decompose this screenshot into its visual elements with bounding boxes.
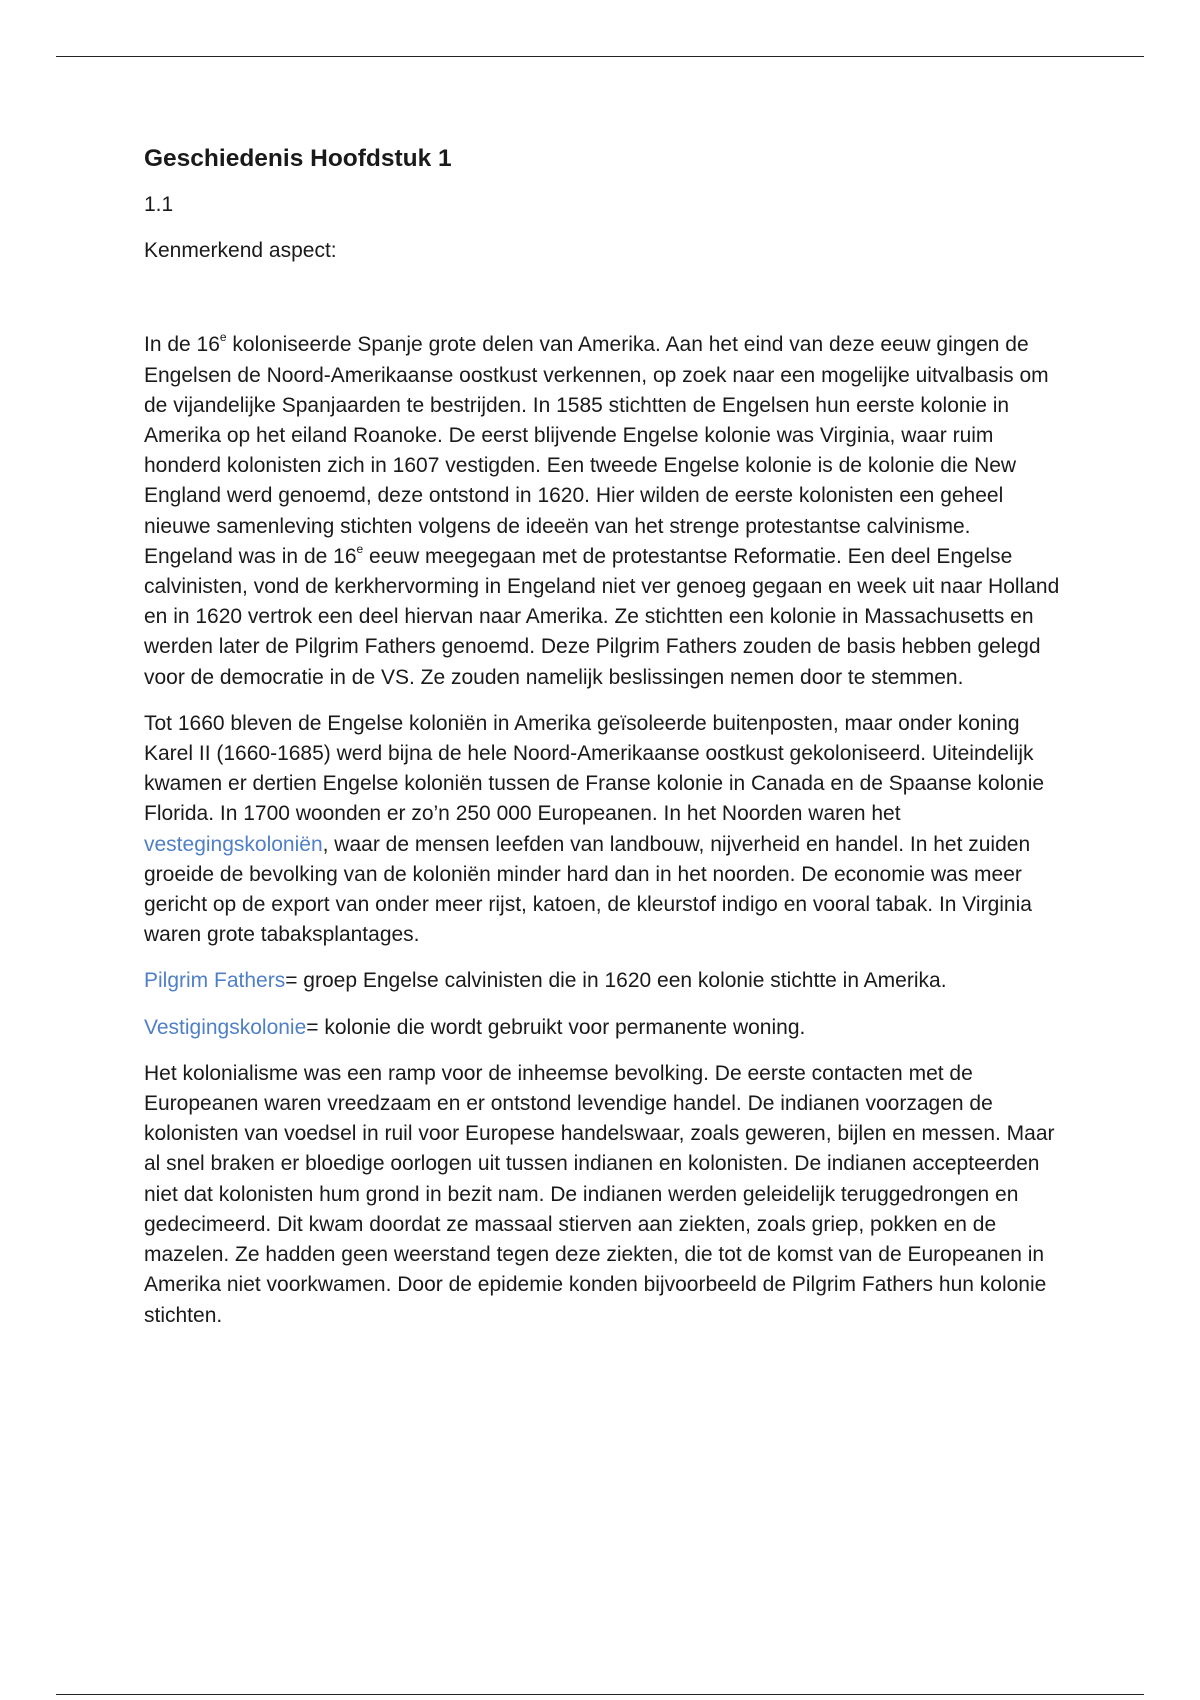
paragraph-text: , waar de mensen leefden van landbouw, nijverheid en handel. In het zuiden groeide de bevolking van de koloniën minder hard dan in het noorden. De economie was meer gericht op de export van onder meer rijst, katoen, de kleurstof indigo en vooral tabak. In Virginia waren grote tabaksplantages. [144, 832, 1032, 947]
page-title: Geschiedenis Hoofdstuk 1 [144, 145, 452, 172]
paragraph-text: koloniseerde Spanje grote delen van Amerika. Aan het eind van deze eeuw gingen de Engelsen de Noord-Amerikaanse oostkust verkennen, op zoek naar een mogelijke uitvalbasis om de vijandelijke Spanjaarden te bestrijden. In 1585 stichtten de Engelsen hun eerste kolonie in Amerika op het eiland Roanoke. De eerst blijvende Engelse kolonie was Virginia, waar ruim honderd kolonisten zich in 1607 vestigden. Een tweede Engelse kolonie is de kolonie die New England werd genoemd, deze ontstond in 1620. Hier wilden de eerste kolonisten een geheel nieuwe samenleving stichten volgens de ideeën van het strenge protestantse calvinisme. Engeland was in de 16 [144, 333, 1049, 568]
paragraph-text: In de 16 [144, 333, 220, 357]
term-link-pilgrim-fathers[interactable]: Pilgrim Fathers [144, 969, 286, 993]
document-body [144, 142, 1064, 1347]
paragraph-colonization [144, 330, 1064, 692]
aspect-label: Kenmerkend aspect: [144, 239, 337, 263]
superscript: e [356, 541, 364, 556]
definition-text: = kolonie die wordt gebruikt voor permanente woning. [306, 1015, 806, 1039]
term-link-vestigingskolonien[interactable]: vestegingskoloniën [144, 832, 323, 856]
paragraph-text: eeuw meegegaan met de protestantse Reformatie. Een deel Engelse calvinisten, vond de kerkhervorming in Engeland niet ver genoeg gegaan en week uit naar Holland en in 1620 vertrok een deel hiervan naar Amerika. Ze stichtten een kolonie in Massachusetts en werden later de Pilgrim Fathers genoemd. Deze Pilgrim Fathers zouden de basis hebben gelegd voor de democratie in de VS. Ze zouden namelijk beslissingen nemen door te stemmen. [144, 544, 1060, 689]
paragraph-thirteen-colonies [144, 709, 1064, 951]
section-number: 1.1 [144, 193, 174, 216]
superscript: e [219, 330, 227, 345]
paragraph-indigenous-impact: Het kolonialisme was een ramp voor de inheemse bevolking. De eerste contacten met de Europeanen waren vreedzaam en er ontstond levendige handel. De indianen voorzagen de kolonisten van voedsel in ruil voor Europese handelswaar, zoals geweren, bijlen en messen. Maar al snel braken er bloedige oorlogen uit tussen indianen en kolonisten. De indianen accepteerden niet dat kolonisten hum grond in bezit nam. De indianen werden geleidelijk teruggedrongen en gedecimeerd. Dit kwam doordat ze massaal stierven aan ziekten, zoals griep, pokken en de mazelen. Ze hadden geen weerstand tegen deze ziekten, die tot de komst van de Europeanen in Amerika niet voorkwamen. Door de epidemie konden bijvoorbeeld de Pilgrim Fathers hun kolonie stichten. [144, 1061, 1055, 1327]
definition-pilgrim-fathers [144, 966, 1064, 996]
definition-text: = groep Engelse calvinisten die in 1620 een kolonie stichtte in Amerika. [285, 969, 947, 993]
header-rule [56, 56, 1144, 57]
paragraph-text: Tot 1660 bleven de Engelse koloniën in Amerika geïsoleerde buitenposten, maar onder koning Karel II (1660-1685) werd bijna de hele Noord-Amerikaanse oostkust gekoloniseerd. Uiteindelijk kwamen er dertien Engelse koloniën tussen de Franse kolonie in Canada en de Spaanse kolonie Florida. In 1700 woonden er zo’n 250 000 Europeanen. In het Noorden waren het [144, 711, 1045, 826]
definition-vestigingskolonie [144, 1013, 1064, 1043]
term-link-vestigingskolonie[interactable]: Vestigingskolonie [144, 1015, 307, 1039]
footer-rule [56, 1694, 1144, 1695]
